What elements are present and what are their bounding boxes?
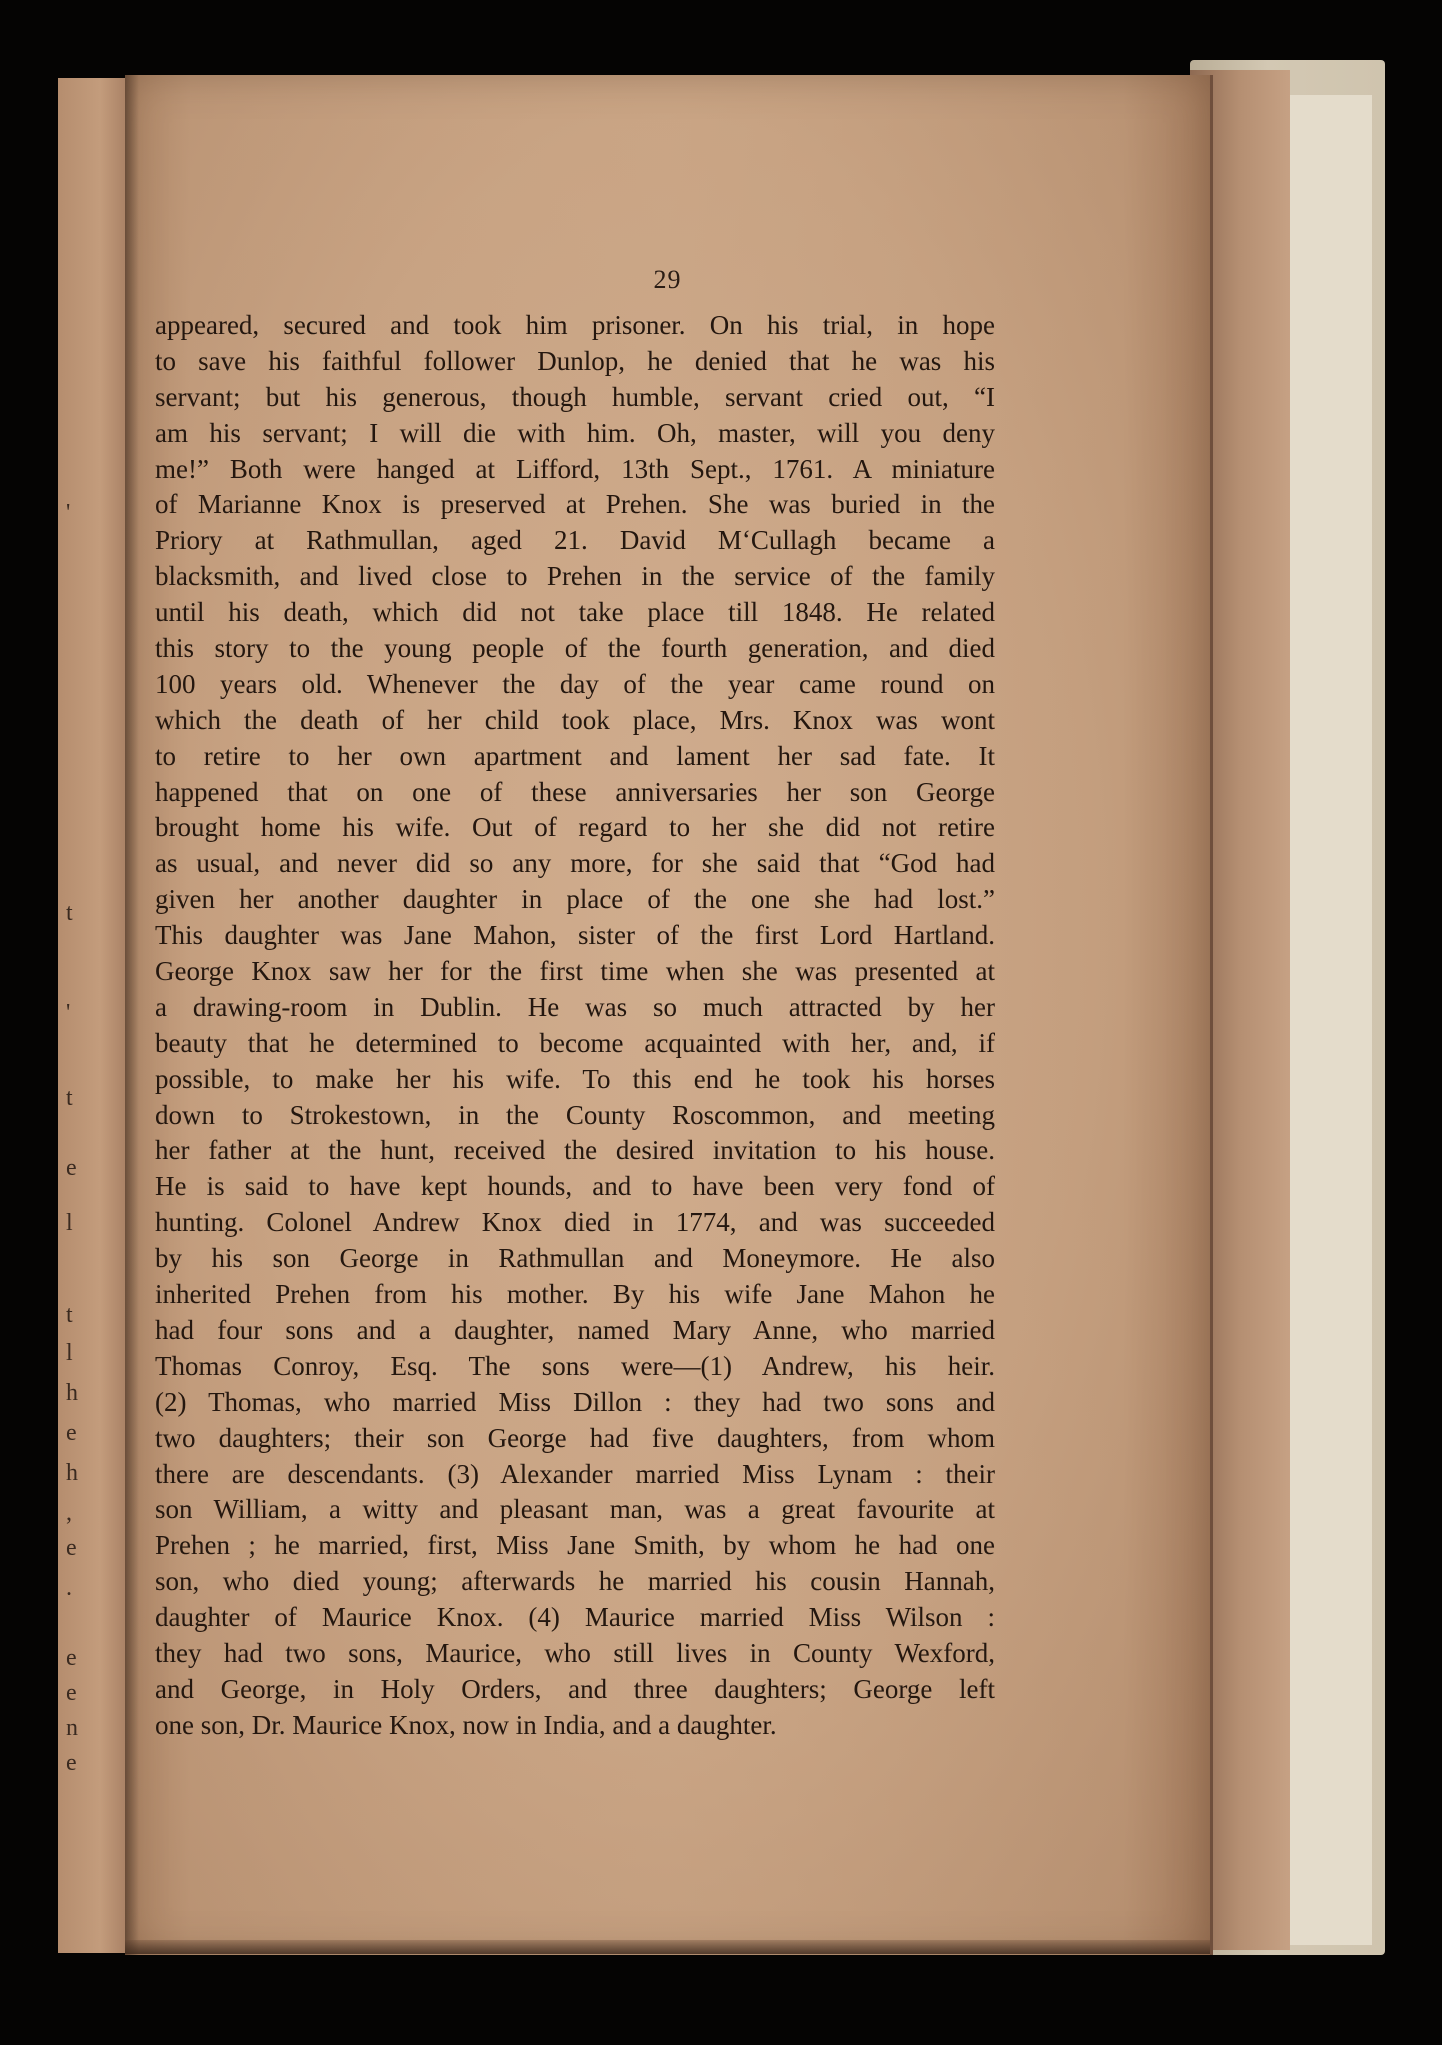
text-line: by his son George in Rathmullan and Moneymore. He also — [155, 1243, 995, 1274]
text-line: appeared, secured and took him prisoner. On his trial, in hope — [155, 310, 995, 340]
text-line: This daughter was Jane Mahon, sister of the first Lord Hartland. — [155, 920, 995, 951]
text-line: until his death, which did not take place till 1848. He related — [155, 597, 995, 628]
text-line: given her another daughter in place of the one she had lost.” — [155, 884, 995, 915]
text-line: daughter of Maurice Knox. (4) Maurice married Miss Wilson : — [155, 1602, 995, 1633]
text-line: which the death of her child took place, Mrs. Knox was wont — [155, 704, 995, 735]
text-line: this story to the young people of the fourth generation, and died — [155, 633, 995, 664]
left-fragment: . — [66, 1575, 72, 1601]
left-page-fragments — [62, 80, 122, 1950]
left-fragment: h — [66, 1380, 78, 1406]
text-line: me!” Both were hanged at Lifford, 13th Sept., 1761. A miniature — [155, 453, 995, 484]
text-line: servant; but his generous, though humble, servant cried out, “I — [155, 381, 995, 412]
text-line: Thomas Conroy, Esq. The sons were—(1) Andrew, his heir. — [155, 1350, 995, 1381]
text-line: Priory at Rathmullan, aged 21. David M‘Cullagh became a — [155, 525, 995, 556]
text-line: brought home his wife. Out of regard to her she did not retire — [155, 812, 995, 843]
text-line: as usual, and never did so any more, for she said that “God had — [155, 848, 995, 879]
text-line: (2) Thomas, who married Miss Dillon : they had two sons and — [155, 1386, 995, 1417]
text-line: blacksmith, and lived close to Prehen in the service of the family — [155, 561, 995, 592]
book-page — [125, 75, 1213, 1955]
text-line: possible, to make her his wife. To this end he took his horses — [155, 1063, 995, 1094]
text-line: am his servant; I will die with him. Oh, master, will you deny — [155, 417, 995, 448]
left-fragment: t — [66, 1302, 73, 1328]
text-line: hunting. Colonel Andrew Knox died in 1774, and was succeeded — [155, 1207, 995, 1238]
left-fragment: l — [66, 1340, 73, 1366]
text-line: they had two sons, Maurice, who still lives in County Wexford, — [155, 1637, 995, 1668]
text-line: son, who died young; afterwards he married his cousin Hannah, — [155, 1566, 995, 1597]
text-line: 100 years old. Whenever the day of the year came round on — [155, 668, 995, 699]
spine-shadow — [125, 75, 139, 1955]
text-line: two daughters; their son George had five daughters, from whom — [155, 1422, 995, 1453]
page-body-text — [155, 308, 995, 1744]
text-line: one son, Dr. Maurice Knox, now in India, and a daughter. — [155, 1709, 777, 1740]
text-line: of Marianne Knox is preserved at Prehen. She was buried in the — [155, 489, 995, 520]
left-fragment: t — [66, 900, 73, 926]
text-line: beauty that he determined to become acquainted with her, and, if — [155, 1027, 995, 1058]
page-number: 29 — [653, 265, 682, 294]
left-fragment: e — [66, 1680, 77, 1706]
text-line: inherited Prehen from his mother. By his wife Jane Mahon he — [155, 1279, 995, 1310]
text-line: had four sons and a daughter, named Mary Anne, who married — [155, 1314, 995, 1345]
text-line: a drawing-room in Dublin. He was so much attracted by her — [155, 991, 995, 1022]
text-line: and George, in Holy Orders, and three daughters; George left — [155, 1673, 995, 1704]
text-line: Prehen ; he married, first, Miss Jane Smith, by whom he had one — [155, 1530, 995, 1561]
text-line: to save his faithful follower Dunlop, he denied that he was his — [155, 345, 995, 376]
text-line: there are descendants. (3) Alexander married Miss Lynam : their — [155, 1458, 995, 1489]
left-fragment: l — [66, 1210, 73, 1236]
left-fragment: e — [66, 1645, 77, 1671]
left-fragment: e — [66, 1420, 77, 1446]
left-fragment: e — [66, 1750, 77, 1776]
text-line: happened that on one of these anniversaries her son George — [155, 776, 995, 807]
left-fragment: e — [66, 1535, 77, 1561]
left-fragment: ' — [66, 1000, 71, 1026]
text-line: George Knox saw her for the first time when she was presented at — [155, 956, 995, 987]
left-fragment: h — [66, 1460, 78, 1486]
text-line: down to Strokestown, in the County Roscommon, and meeting — [155, 1099, 995, 1130]
left-fragment: t — [66, 1085, 73, 1111]
left-fragment: ' — [66, 500, 71, 526]
text-line: her father at the hunt, received the desired invitation to his house. — [155, 1135, 995, 1166]
left-fragment: n — [66, 1715, 78, 1741]
text-line: He is said to have kept hounds, and to have been very fond of — [155, 1171, 995, 1202]
text-line: to retire to her own apartment and lament her sad fate. It — [155, 740, 995, 771]
text-line: son William, a witty and pleasant man, was a great favourite at — [155, 1494, 995, 1525]
left-fragment: , — [66, 1500, 72, 1526]
page-bottom-edge — [125, 1940, 1210, 1954]
left-fragment: e — [66, 1155, 77, 1181]
